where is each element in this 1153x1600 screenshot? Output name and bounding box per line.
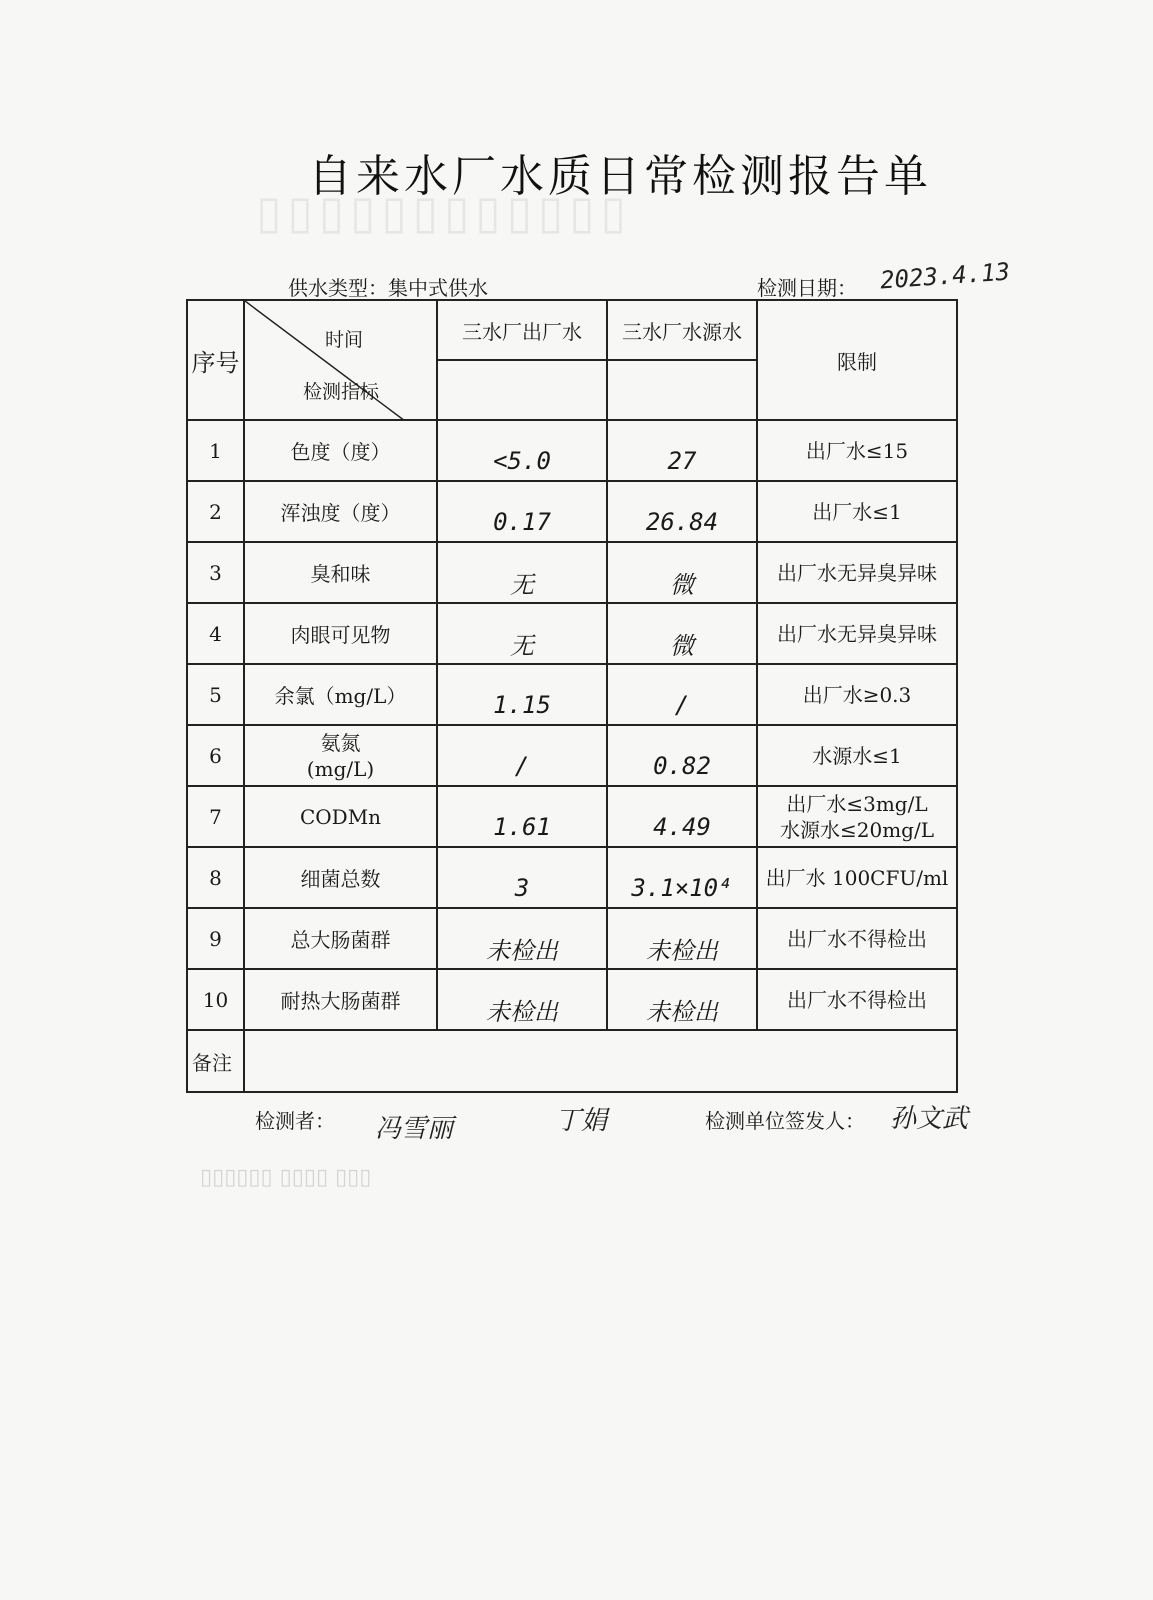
row-limit [757,786,957,847]
bleed-through-footer: ▯▯▯ ▯▯▯▯ ▯▯▯▯▯▯ [200,1165,372,1190]
row-value-b: 微 [607,542,757,603]
results-table [186,299,958,1093]
row-value-b: 4.49 [607,786,757,847]
issuer-signature: 孙文武 [890,1104,969,1134]
row-limit: 出厂水无异臭异味 [757,542,957,603]
row-value-b: 3.1×10⁴ [607,847,757,908]
row-no: 3 [187,542,244,603]
report-title: 自来水厂水质日常检测报告单 [308,151,932,202]
row-no: 1 [187,420,244,481]
row-value-a: <5.0 [437,420,607,481]
table-row [187,847,957,908]
header-row [187,300,957,360]
header-limit: 限制 [757,300,957,420]
row-no: 6 [187,725,244,786]
row-no: 10 [187,969,244,1030]
row-value-a: / [437,725,607,786]
row-item: 浑浊度（度） [244,481,437,542]
bleed-through-text: ▯▯▯▯▯▯▯▯▯▯▯▯ [250,185,626,239]
row-value-b: 0.82 [607,725,757,786]
header-seq: 序号 [187,300,244,420]
row-value-a: 1.61 [437,786,607,847]
row-limit: 出厂水≤1 [757,481,957,542]
remark-content [244,1030,957,1092]
row-item: 臭和味 [244,542,437,603]
row-limit-line2: 水源水≤20mg/L [780,817,934,842]
date-label: 检测日期： [757,276,857,300]
row-value-b: 未检出 [607,969,757,1030]
issuer-label: 检测单位签发人： [705,1109,865,1133]
row-item: 余氯（mg/L） [244,664,437,725]
row-limit: 出厂水 100CFU/ml [757,847,957,908]
row-value-b: 27 [607,420,757,481]
row-no: 8 [187,847,244,908]
row-item: 肉眼可见物 [244,603,437,664]
row-limit: 出厂水不得检出 [757,969,957,1030]
row-no: 2 [187,481,244,542]
header-diagonal-cell [244,300,437,420]
row-value-b: / [607,664,757,725]
row-value-a: 未检出 [437,908,607,969]
header-time: 时间 [325,329,364,351]
row-no: 9 [187,908,244,969]
remark-row [187,1030,957,1092]
row-item: CODMn [244,786,437,847]
row-value-a: 无 [437,542,607,603]
date-value: 2023.4.13 [879,257,1011,295]
row-item: 细菌总数 [244,847,437,908]
row-no: 5 [187,664,244,725]
row-value-a: 0.17 [437,481,607,542]
row-item: 总大肠菌群 [244,908,437,969]
remark-label: 备注 [187,1030,244,1092]
table-row [187,725,957,786]
header-col-b-blank [607,360,757,420]
row-item-line1: 氨氮 [320,730,361,755]
row-value-b: 未检出 [607,908,757,969]
row-limit: 出厂水无异臭异味 [757,603,957,664]
row-limit: 出厂水不得检出 [757,908,957,969]
inspector-signature-1: 冯雪丽 [375,1114,454,1144]
table-row [187,969,957,1030]
table-row [187,481,957,542]
row-value-a: 1.15 [437,664,607,725]
row-limit-line1: 出厂水≤3mg/L [786,791,928,816]
row-item: 色度（度） [244,420,437,481]
table-row [187,908,957,969]
row-item: 耐热大肠菌群 [244,969,437,1030]
row-no: 4 [187,603,244,664]
row-item-line2: (mg/L) [306,756,375,781]
row-limit: 水源水≤1 [757,725,957,786]
row-value-a: 3 [437,847,607,908]
row-value-b: 26.84 [607,481,757,542]
row-no: 7 [187,786,244,847]
table-row [187,420,957,481]
row-value-a: 无 [437,603,607,664]
header-indicator: 检测指标 [303,381,380,403]
header-col-a: 三水厂出厂水 [437,300,607,360]
row-value-b: 微 [607,603,757,664]
header-col-a-blank [437,360,607,420]
row-limit: 出厂水≤15 [757,420,957,481]
row-item [244,725,437,786]
inspector-label: 检测者： [255,1109,335,1133]
table-row [187,542,957,603]
table-row [187,664,957,725]
row-value-a: 未检出 [437,969,607,1030]
supply-type: 供水类型：集中式供水 [288,276,488,300]
table-row [187,786,957,847]
header-col-b: 三水厂水源水 [607,300,757,360]
inspector-signature-2: 丁娟 [555,1106,608,1136]
table-row [187,603,957,664]
row-limit: 出厂水≥0.3 [757,664,957,725]
